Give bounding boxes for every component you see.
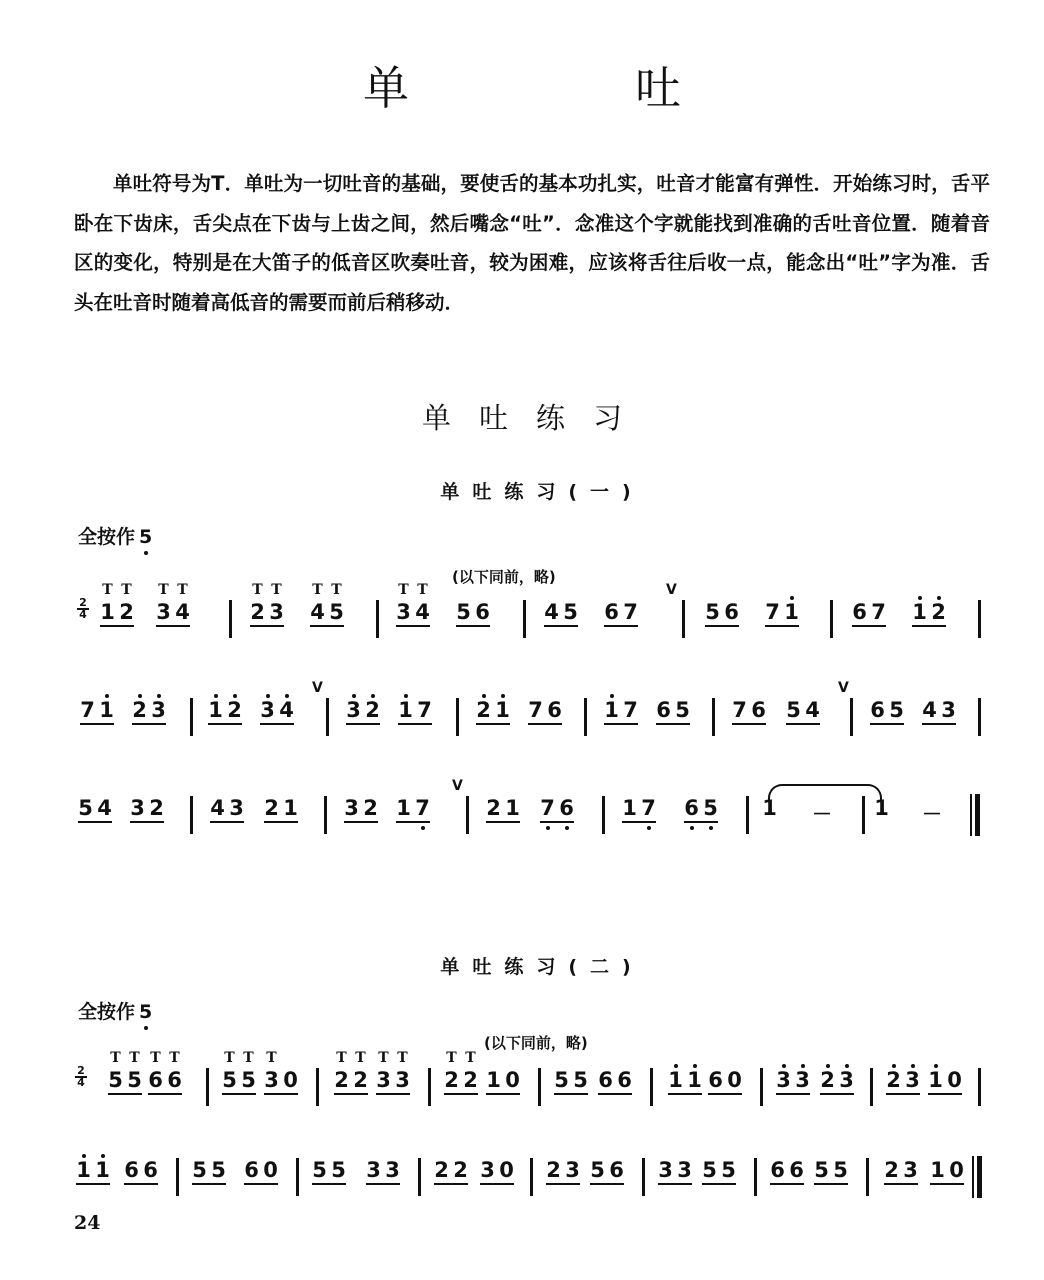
note: 6 [870,698,885,722]
bar-line [326,698,329,736]
exercise-2-key [78,997,152,1024]
note: 2 [434,1158,449,1182]
note: 1 [622,796,637,820]
note: T 6 [167,1068,182,1092]
tongue-mark: T [417,582,428,598]
note: 6 [143,1158,158,1182]
exercise-1-line-2 [72,676,992,736]
breath-mark: V [312,680,323,696]
note: 1 [687,1068,702,1092]
note: T 3 [269,600,284,624]
breath-mark: V [838,680,849,696]
note-group [476,698,510,725]
note: 5 [705,600,720,624]
note: 6 [770,1158,785,1182]
note-group [456,600,490,627]
note-group [546,1158,580,1185]
note: 4 [210,796,225,820]
note: T 4 [175,600,190,624]
note: 1 [604,698,619,722]
note: 3 [366,1158,381,1182]
note-group [264,1050,298,1095]
note: 1 [76,1158,91,1182]
note: 5 [702,1158,717,1182]
tongue-mark: T [398,582,409,598]
note: 3 [346,698,361,722]
note: 3 [130,796,145,820]
note-group [852,600,886,627]
note: 6 [656,698,671,722]
note-group [622,796,656,823]
bar-line [428,1068,431,1106]
bar-line [830,600,833,638]
exercise-1-line-3 [72,774,992,834]
bar-line [466,796,469,834]
bar-line [190,698,193,736]
note: 5 [192,1158,207,1182]
note: T 4 [415,600,430,624]
bar-line [176,1158,179,1196]
note: 7 [415,796,430,820]
note: 1 [928,1068,943,1092]
note-group [192,1158,226,1185]
note: 6 [609,1158,624,1182]
note: T 2 [119,600,134,624]
tongue-mark: T [378,1050,389,1066]
note: 1 [874,796,889,820]
note: 2 [227,698,242,722]
note: 4 [279,698,294,722]
note: 2 [476,698,491,722]
note: T 3 [264,1068,279,1092]
bar-line [523,600,526,638]
note: 5 [786,698,801,722]
tongue-mark: T [331,582,342,598]
bar-line [229,600,232,638]
note: 3 [905,1068,920,1092]
note-group [598,1068,632,1095]
note-group [870,698,904,725]
breath-mark: V [666,582,677,598]
note-group [76,1158,110,1185]
note-group [765,600,799,627]
note-group [554,1068,588,1095]
tongue-mark: T [271,582,282,598]
note-group [544,600,578,627]
note-group [250,582,284,627]
note-group [244,1158,278,1185]
note-group [156,582,190,627]
note-group [886,1068,920,1095]
note: 3 [776,1068,791,1092]
page-number: 24 [74,1212,101,1234]
note: T 4 [310,600,325,624]
note: 3 [385,1158,400,1182]
bar-line [456,698,459,736]
intro-text: 单吐符号为T．单吐为一切吐音的基础，要使舌的基本功扎实，吐音才能富有弹性．开始练习时，舌平卧在下齿床，舌尖点在下齿与上齿之间，然后嘴念“吐”．念准这个字就能找到准确的舌吐音位置．随着音区的变化，特别是在大笛子的低音区吹奏吐音，较为困难，应该将舌往后收一点，能念出“吐”字为准．舌头在吐音时随着高低音的需要而前后稍移动． [74,172,990,314]
note-group [132,698,166,725]
exercise-2-line-2 [72,1136,992,1196]
note-group [668,1068,702,1095]
note: 7 [80,698,95,722]
note-group [874,796,889,820]
note: 5 [703,796,718,820]
note-group [656,698,690,725]
note: 6 [751,698,766,722]
note: 6 [598,1068,613,1092]
note: T 2 [353,1068,368,1092]
note-group [930,1158,964,1185]
bar-line [296,1158,299,1196]
note: 1 [912,600,927,624]
note: 7 [540,796,555,820]
bar-line [418,1158,421,1196]
note-group [540,796,574,823]
note: 5 [721,1158,736,1182]
note: T 5 [329,600,344,624]
tongue-mark: T [446,1050,457,1066]
time-signature: 2 4 [76,598,90,620]
note-group [434,1158,468,1185]
bar-line [850,698,853,736]
bar-line [530,1158,533,1196]
note: T 2 [463,1068,478,1092]
exercise-2-title: 单吐练习(二) [440,956,644,978]
note: 1 [486,1068,501,1092]
tongue-mark: T [177,582,188,598]
note: 3 [941,698,956,722]
note: 0 [283,1068,298,1092]
note: 5 [590,1158,605,1182]
exercise-1-remark: (以下同前，略) [452,568,556,586]
note: 5 [331,1158,346,1182]
note: 6 [708,1068,723,1092]
note: 7 [871,600,886,624]
note-group [376,1050,410,1095]
note: 5 [312,1158,327,1182]
note: 6 [789,1158,804,1182]
note: T 6 [148,1068,163,1092]
tongue-mark: T [312,582,323,598]
note: 2 [132,698,147,722]
note-group [208,698,242,725]
note-group [108,1050,142,1095]
note: 1 [396,796,411,820]
note-group [702,1158,736,1185]
tongue-mark: T [158,582,169,598]
note-group [80,698,114,725]
note: 1 [208,698,223,722]
tongue-mark: T [243,1050,254,1066]
note: 2 [886,1068,901,1092]
bar-line [206,1068,209,1106]
note: 5 [456,600,471,624]
note: 6 [852,600,867,624]
note: 2 [486,796,501,820]
note: 3 [151,698,166,722]
note: 3 [260,698,275,722]
note: 4 [97,796,112,820]
note-group [884,1158,918,1185]
note: 7 [623,698,638,722]
note-group [366,1158,400,1185]
note-group [130,796,164,823]
note-group [922,698,956,725]
note-group [762,796,777,820]
note: 3 [903,1158,918,1182]
tongue-mark: T [397,1050,408,1066]
note: 4 [805,698,820,722]
note-group [770,1158,804,1185]
tongue-mark: T [224,1050,235,1066]
bar-line [376,600,379,638]
note-group [310,582,344,627]
bar-line [754,1158,757,1196]
bar-line [316,1068,319,1106]
note: 0 [727,1068,742,1092]
note-group [912,600,946,627]
note-group [708,1068,742,1095]
note-group [344,796,378,823]
note: 0 [947,1068,962,1092]
note: 3 [480,1158,495,1182]
note: 2 [363,796,378,820]
note: 6 [684,796,699,820]
note: 2 [453,1158,468,1182]
note: 7 [417,698,432,722]
note: 3 [229,796,244,820]
note: 6 [124,1158,139,1182]
note: T 3 [395,1068,410,1092]
note: 6 [475,600,490,624]
note: 3 [565,1158,580,1182]
note: 1 [398,698,413,722]
note: 0 [263,1158,278,1182]
note: 1 [495,698,510,722]
bar-line [978,600,981,638]
note: 0 [499,1158,514,1182]
bar-line [190,796,193,834]
section-title: 单吐练习 [421,401,650,435]
note: 7 [623,600,638,624]
note: T 1 [100,600,115,624]
exercise-2-remark: (以下同前，略) [484,1034,588,1052]
tongue-mark: T [336,1050,347,1066]
note-group [820,1068,854,1095]
intro-paragraph [74,164,990,322]
note: 5 [675,698,690,722]
note-group [334,1050,368,1095]
note-group [398,698,432,725]
note: 1 [99,698,114,722]
note: 1 [505,796,520,820]
note: 4 [544,600,559,624]
note-group [444,1050,478,1095]
exercise-1-key [78,522,152,549]
dash: － [812,802,832,826]
final-bar-line [972,1156,982,1198]
tongue-mark: T [355,1050,366,1066]
note: 1 [95,1158,110,1182]
note: 2 [931,600,946,624]
key-label: 全按作 [78,526,136,548]
note-group [732,698,766,725]
note: 3 [795,1068,810,1092]
note-group [100,582,134,627]
note-group [346,698,380,725]
note: 7 [528,698,543,722]
note: 1 [784,600,799,624]
note: 2 [365,698,380,722]
bar-line [862,796,865,834]
note: 6 [724,600,739,624]
note-group [528,698,562,725]
note-group [486,1068,520,1095]
note: T 5 [108,1068,123,1092]
note: 1 [930,1158,945,1182]
page-title: 单 吐 [363,61,771,115]
note: 2 [820,1068,835,1092]
note-group [260,698,294,725]
time-signature: 2 4 [74,1066,88,1088]
note: 6 [604,600,619,624]
exercise-1-line-1 [72,578,992,638]
note: 7 [732,698,747,722]
note-group [928,1068,962,1095]
bar-line [538,1068,541,1106]
note: 3 [677,1158,692,1182]
tongue-mark: T [102,582,113,598]
note-group [210,796,244,823]
key-note: 5 [139,526,153,548]
note: 0 [505,1068,520,1092]
note-group [78,796,112,823]
key-label: 全按作 [78,1001,136,1023]
note: 5 [211,1158,226,1182]
tongue-mark: T [150,1050,161,1066]
note: 7 [641,796,656,820]
note: 6 [547,698,562,722]
note-group [786,698,820,725]
note: 4 [922,698,937,722]
note: 5 [833,1158,848,1182]
bar-line [760,1068,763,1106]
note: T 2 [444,1068,459,1092]
note: T 3 [396,600,411,624]
bar-line [746,796,749,834]
note: 5 [573,1068,588,1092]
note-group [148,1050,182,1095]
note: 3 [344,796,359,820]
note-group [396,796,430,823]
bar-line [642,1158,645,1196]
note-group [124,1158,158,1185]
tongue-mark: T [169,1050,180,1066]
note: T 2 [250,600,265,624]
note: T 5 [241,1068,256,1092]
note: 6 [617,1068,632,1092]
exercise-2-line-1 [72,1046,992,1106]
bar-line [978,1068,981,1106]
note-group [776,1068,810,1095]
note-group [264,796,298,823]
note: 5 [889,698,904,722]
note: 1 [668,1068,683,1092]
note: 7 [765,600,780,624]
bar-line [712,698,715,736]
note: 0 [949,1158,964,1182]
note: 1 [762,796,777,820]
note: T 5 [127,1068,142,1092]
note: T 2 [334,1068,349,1092]
bar-line [324,796,327,834]
note: T 5 [222,1068,237,1092]
bar-line [682,600,685,638]
note-group [312,1158,346,1185]
bar-line [978,698,981,736]
breath-mark: V [452,778,463,794]
note: 5 [814,1158,829,1182]
note: 5 [563,600,578,624]
tongue-mark: T [266,1050,277,1066]
bar-line [650,1068,653,1106]
bar-line [584,698,587,736]
note-group [396,582,430,627]
tongue-mark: T [465,1050,476,1066]
note: 2 [149,796,164,820]
note-group [814,1158,848,1185]
note-group [222,1050,256,1095]
note-group [486,796,520,823]
tongue-mark: T [129,1050,140,1066]
bar-line [870,1068,873,1106]
key-note: 5 [139,1001,153,1023]
final-bar-line [970,794,980,836]
note: 5 [78,796,93,820]
exercise-1-title: 单吐练习(一) [440,481,644,503]
tongue-mark: T [110,1050,121,1066]
note: 2 [884,1158,899,1182]
note: 3 [839,1068,854,1092]
note-group [590,1158,624,1185]
note: T 3 [376,1068,391,1092]
note-group [480,1158,514,1185]
tongue-mark: T [121,582,132,598]
note-group [604,600,638,627]
dash: － [922,802,942,826]
note: 2 [546,1158,561,1182]
note-group [604,698,638,725]
note: 6 [244,1158,259,1182]
note: 2 [264,796,279,820]
note: 6 [559,796,574,820]
note-group [705,600,739,627]
note: 3 [658,1158,673,1182]
bar-line [602,796,605,834]
note: 5 [554,1068,569,1092]
note-group [684,796,718,823]
note-group [658,1158,692,1185]
bar-line [866,1158,869,1196]
note: 1 [283,796,298,820]
tongue-mark: T [252,582,263,598]
note: T 3 [156,600,171,624]
